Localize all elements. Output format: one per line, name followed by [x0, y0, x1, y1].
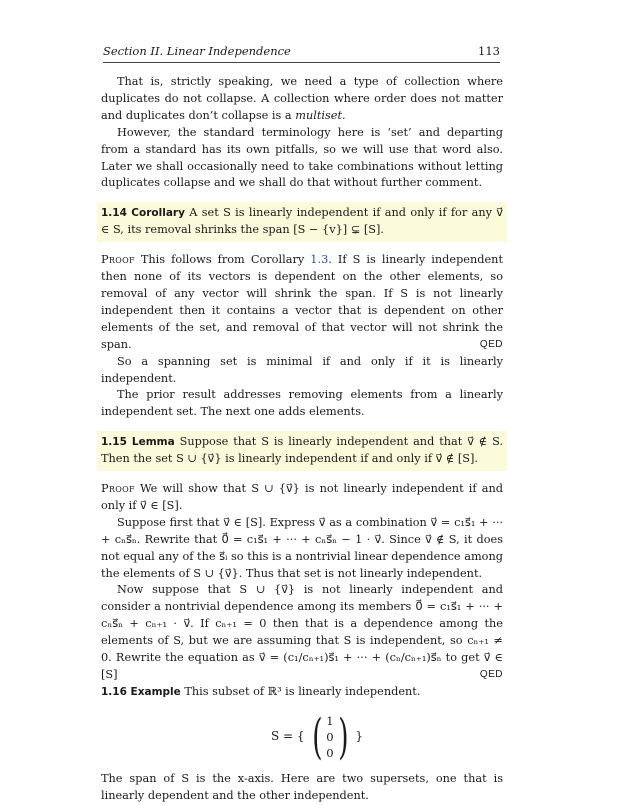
proof-lemma-part1: Suppose first that v⃗ ∈ [S]. Express v⃗ as a combination v⃗ = c₁s⃗₁ + ··· + cₙs⃗ₙ. Rewrite that 0⃗ = c₁s⃗₁ + ··· + cₙs⃗ₙ − 1 · v⃗. Since v⃗ ∉ S, it does not equal any of the s⃗ᵢ so this is a nontrivial linear dependence among the elements of S ∪ {v⃗}. Thus that set is not linearly independent. — [101, 515, 503, 580]
proof-lemma — [101, 481, 503, 515]
proof-text: Now suppose that S ∪ {v⃗} is not linearly independent and consider a nontrivial dependence among its members 0⃗ = c₁s⃗₁ + ··· + cₙs⃗ₙ + cₙ₊₁ · v⃗. If cₙ₊₁ = 0 then that is a dependence among the elements of S, but we are assuming that S is independent, so cₙ₊₁ ≠ 0. Rewrite the equation as v⃗ = (c₁/cₙ₊₁)s⃗₁ + ··· + (cₙ/cₙ₊₁)s⃗ₙ to get v⃗ ∈ [S] — [101, 583, 503, 681]
display-equation — [101, 707, 503, 767]
proof-text-cont: . If S is linearly independent then none of its vectors is dependent on the other elements, so removal of any vector will shrink the span. If S is not linearly independent then it contains a vector that is dependent on other elements of the set, and removal of that vector will not shrink the span. — [101, 253, 503, 351]
page-number: 113 — [478, 44, 500, 58]
paragraph-end: . — [342, 108, 346, 122]
lemma-text: Suppose that S is linearly independent and that v⃗ ∉ S. Then the set S ∪ {v⃗} is linearly independent if and only if v⃗ ∉ [S]. — [101, 435, 503, 466]
lemma-label: 1.15 Lemma — [101, 436, 175, 449]
main-text — [101, 74, 503, 805]
proof-lemma-part2 — [101, 582, 503, 683]
vector-entry: 1 — [326, 713, 334, 728]
running-header — [103, 44, 500, 63]
corollary-reference-link[interactable]: 1.3 — [310, 253, 329, 267]
proof-label: Proof — [101, 253, 135, 267]
column-vector: ( 1 0 0 ) — [311, 708, 349, 765]
multiset-term: multiset — [295, 108, 343, 122]
paragraph-terminology: However, the standard terminology here is ‘set’ and departing from a standard has its own pitfalls, so we will use that word also. Later we shall occasionally need to take combinations without letting duplicates collapse and we shall do that without further comment. — [101, 125, 503, 190]
example-text: This subset of ℝ³ is linearly independent. — [184, 684, 421, 698]
proof-text: We will show that S ∪ {v⃗} is not linearly independent if and only if v⃗ ∈ [S]. — [101, 482, 503, 512]
vector-entry: 0 — [326, 745, 334, 760]
proof-label: Proof — [101, 482, 135, 496]
corollary-text: A set S is linearly independent if and only if for any v⃗ ∈ S, its removal shrinks the span [S − {v}] ⊊ [S]. — [101, 206, 503, 237]
qed-mark: QED — [479, 669, 503, 680]
proof-text: This follows from Corollary — [140, 253, 305, 267]
paragraph-text: That is, strictly speaking, we need a type of collection where duplicates do not collapse. A collection where order does not matter and duplicates don’t collapse is a — [101, 75, 503, 122]
example-label: 1.16 Example — [101, 685, 181, 698]
corollary-box — [97, 202, 507, 242]
corollary-label: 1.14 Corollary — [101, 207, 185, 220]
lemma-box — [97, 431, 507, 471]
paragraph-span: The span of S is the x-axis. Here are two supersets, one that is linearly dependent and the other independent. — [101, 771, 503, 802]
paragraph-minimal: So a spanning set is minimal if and only if it is linearly independent. — [101, 354, 503, 385]
set-rhs: } — [355, 729, 363, 744]
vector-entry: 0 — [326, 729, 334, 744]
proof-corollary — [101, 252, 503, 353]
set-lhs: S = { — [271, 729, 305, 744]
paragraph-prior-result: The prior result addresses removing elements from a linearly independent set. The next one adds elements. — [101, 388, 503, 419]
qed-mark: QED — [479, 338, 503, 350]
section-title: Section II. Linear Independence — [103, 44, 291, 58]
example-intro — [101, 684, 503, 701]
paragraph-multiset — [101, 74, 503, 125]
